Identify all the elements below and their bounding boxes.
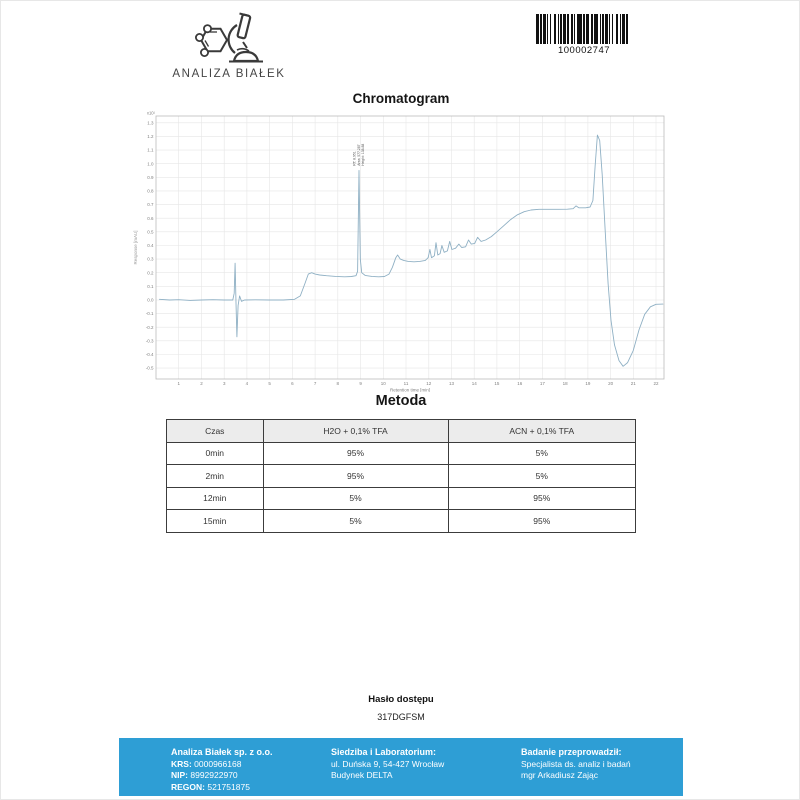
x-tick-label: 17 <box>539 381 545 386</box>
footer-krs <box>171 759 331 771</box>
table-cell: 95% <box>448 510 635 533</box>
method-table <box>166 419 636 533</box>
x-tick-label: 8 <box>336 381 340 386</box>
y-tick-label: -0.1 <box>145 311 154 317</box>
table-cell: 12min <box>167 487 264 510</box>
x-tick-label: 2 <box>200 381 203 386</box>
chromatogram-title: Chromatogram <box>352 91 450 106</box>
table-cell: 95% <box>263 465 448 488</box>
peak-annotation: RT: 8.951 <box>352 151 357 166</box>
y-tick-label: 0.5 <box>147 229 154 235</box>
x-tick-label: 12 <box>426 381 432 386</box>
y-tick-label: 0.7 <box>147 202 154 208</box>
krs-value: 0000966168 <box>194 758 242 769</box>
barcode-block <box>532 14 636 56</box>
x-tick-label: 5 <box>268 381 271 386</box>
table-cell: 5% <box>448 465 635 488</box>
nip-value: 8992922970 <box>190 770 238 780</box>
method-table-header: ACN + 0,1% TFA <box>448 420 635 443</box>
password-value: 317DGFSM <box>377 712 425 722</box>
x-tick-label: 15 <box>494 381 500 386</box>
x-tick-label: 13 <box>448 381 455 386</box>
x-tick-label: 14 <box>471 381 477 386</box>
x-tick-label: 18 <box>562 381 568 386</box>
footer-examiner-line2: mgr Arkadiusz Zając <box>521 770 598 780</box>
table-cell: 95% <box>448 487 635 510</box>
y-tick-label: 1.3 <box>147 120 154 126</box>
y-tick-label: 0.9 <box>147 174 154 180</box>
table-row <box>167 465 636 488</box>
x-tick-label: 19 <box>585 381 591 386</box>
footer-address-line1: ul. Duńska 9, 54-427 Wrocław <box>331 758 445 769</box>
nip-label: NIP: <box>171 770 188 780</box>
footer-regon <box>171 782 331 794</box>
regon-label: REGON: <box>171 781 205 792</box>
company-logo <box>164 9 294 80</box>
x-tick-label: 1 <box>177 381 180 386</box>
x-tick-label: 22 <box>653 381 659 386</box>
y-tick-label: -0.3 <box>145 338 154 344</box>
molecule-microscope-icon <box>183 9 275 67</box>
x-tick-label: 6 <box>291 381 294 386</box>
table-row <box>167 442 636 465</box>
x-tick-label: 3 <box>222 381 226 386</box>
barcode-icon <box>532 14 636 44</box>
footer-address-line2: Budynek DELTA <box>331 770 393 780</box>
y-tick-label: 1.0 <box>147 161 154 167</box>
footer-address-column <box>331 747 521 796</box>
y-multiplier-label: x10¹ <box>146 110 155 116</box>
footer-examiner-column <box>521 747 681 796</box>
table-cell: 95% <box>263 442 448 465</box>
peak-annotation: Area: 577.287 <box>356 144 361 166</box>
x-axis-title: Retention time [min] <box>389 387 431 392</box>
barcode-bar <box>628 14 632 44</box>
access-password-block <box>1 694 800 722</box>
chromatogram-chart <box>129 107 674 392</box>
barcode-number: 100002747 <box>557 45 611 56</box>
table-cell: 15min <box>167 510 264 533</box>
footer-nip <box>171 770 331 782</box>
method-title: Metoda <box>375 393 427 409</box>
footer-company-name: Analiza Białek sp. z o.o. <box>171 747 273 757</box>
regon-value: 521751875 <box>207 781 250 792</box>
y-tick-label: 0.1 <box>147 283 154 289</box>
x-tick-label: 21 <box>630 381 636 386</box>
method-table-header: H2O + 0,1% TFA <box>263 420 448 443</box>
x-tick-label: 11 <box>403 381 409 386</box>
x-tick-label: 16 <box>517 381 523 386</box>
y-tick-label: 0.2 <box>147 270 154 276</box>
table-cell: 2min <box>167 465 264 488</box>
y-axis-title: Response [mAU] <box>133 230 138 265</box>
table-row <box>167 510 636 533</box>
krs-label: KRS: <box>171 758 192 769</box>
y-tick-label: -0.5 <box>145 365 154 371</box>
y-tick-label: 1.2 <box>147 134 154 139</box>
table-cell: 5% <box>448 442 635 465</box>
logo-text: ANALIZA BIAŁEK <box>172 68 286 80</box>
footer-bar <box>119 738 683 796</box>
y-tick-label: 0.0 <box>147 297 154 303</box>
peak-annotation: Height: 138.88 <box>361 143 366 166</box>
x-tick-label: 9 <box>359 381 362 386</box>
x-tick-label: 4 <box>245 381 249 386</box>
y-tick-label: 0.8 <box>147 188 154 194</box>
footer-address-title: Siedziba i Laboratorium: <box>331 747 437 757</box>
y-tick-label: 1.1 <box>147 147 154 153</box>
y-tick-label: -0.2 <box>145 324 154 330</box>
y-tick-label: 0.3 <box>147 256 154 262</box>
footer-company-column <box>171 747 331 796</box>
table-cell: 5% <box>263 510 448 533</box>
x-tick-label: 10 <box>380 381 386 386</box>
x-tick-label: 7 <box>313 381 317 386</box>
footer-examiner-title: Badanie przeprowadził: <box>521 747 622 757</box>
x-tick-label: 20 <box>608 381 614 386</box>
table-cell: 0min <box>167 442 264 465</box>
y-tick-label: -0.4 <box>145 352 154 358</box>
y-tick-label: 0.6 <box>147 215 154 221</box>
signal-trace <box>159 135 663 366</box>
footer-examiner-line1: Specjalista ds. analiz i badań <box>521 758 631 769</box>
y-tick-label: 0.4 <box>147 243 154 249</box>
password-label: Hasło dostępu <box>368 694 434 705</box>
table-row <box>167 487 636 510</box>
table-cell: 5% <box>263 487 448 510</box>
method-table-header: Czas <box>167 420 264 443</box>
